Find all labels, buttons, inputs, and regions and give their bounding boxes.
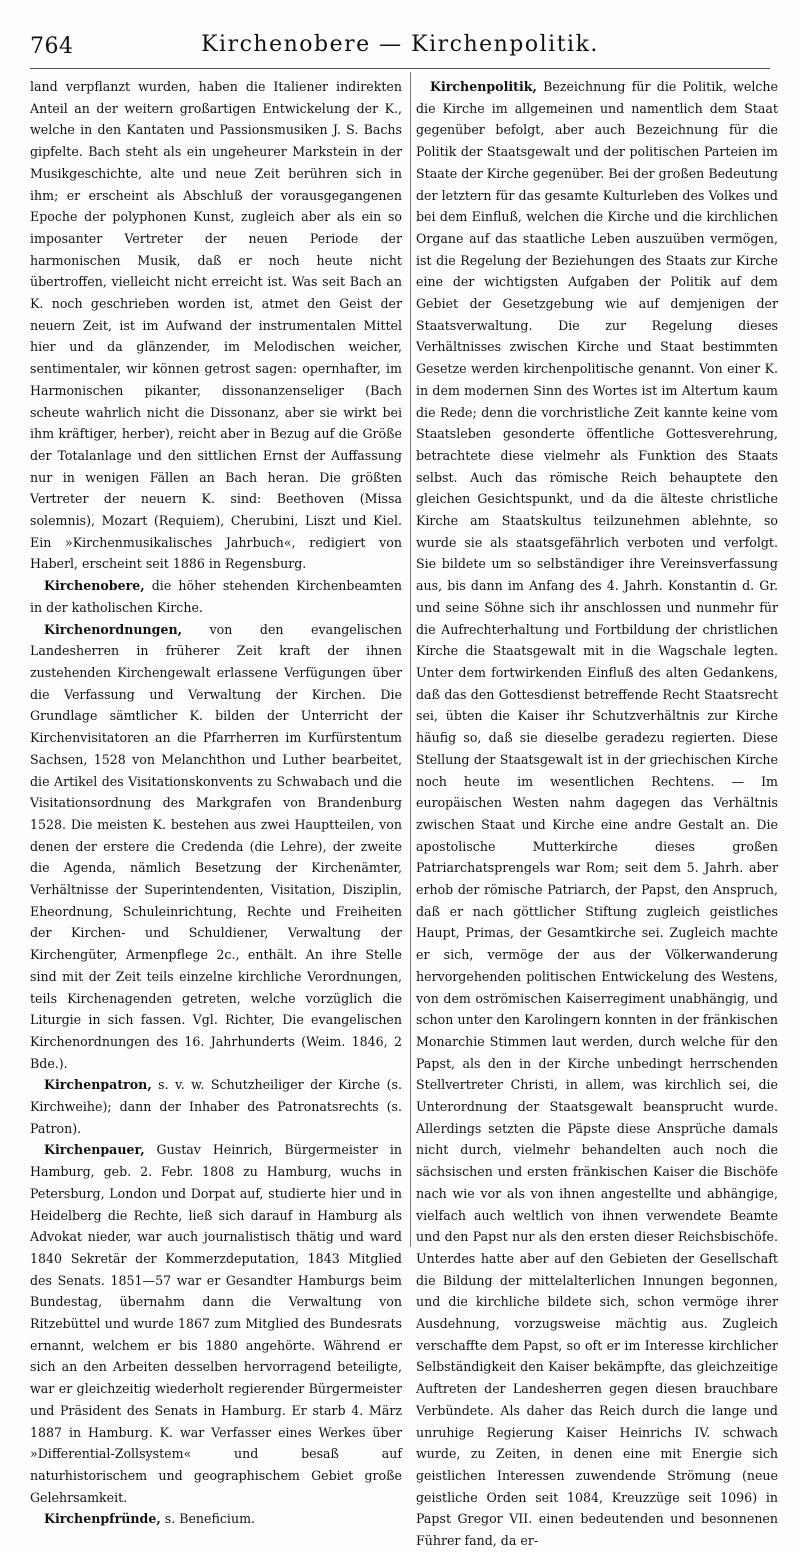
entry-kirchenobere [30, 575, 402, 618]
page-header [30, 30, 770, 64]
entry-headword: Kirchenpfründe, [44, 1511, 161, 1527]
entry-kirchenpatron [30, 1074, 402, 1139]
entry-text: Gustav Heinrich, Bürgermeister in Hamburg, geb. 2. Febr. 1808 zu Hamburg, wuchs in Petersburg, London und Dorpat auf, studierte hier und in Heidelberg die Rechte, ließ sich darauf in Hamburg als Advokat nieder, war auch journalistisch thätig und ward 1840 Sekretär der Kommerzdeputation, 1843 Mitglied des Senats. 1851—57 war er Gesandter Hamburgs beim Bundestag, übernahm dann die Verwaltung von Ritzebüttel und wurde 1867 zum Mitglied des Bundesrats ernannt, welchem er bis 1880 angehörte. Während er sich an den Arbeiten desselben hervorragend beteiligte, war er gleichzeitig wiederholt regierender Bürgermeister und Präsident des Senats in Hamburg. Er starb 4. März 1887 in Hamburg. K. war Verfasser eines Werkes über »Differential-Zollsystem« und besaß auf naturhistorischem und geographischem Gebiet große Gelehrsamkeit. [30, 1142, 402, 1505]
entry-text: s. v. w. Schutzheiliger der Kirche (s. Kirchweihe); dann der Inhaber des Patronatsrechts (s. Patron). [30, 1077, 402, 1136]
entry-headword: Kirchenpauer, [44, 1142, 145, 1158]
continued-paragraph: land verpflanzt wurden, haben die Italiener indirekten Anteil an der weitern großartigen Entwickelung der K., welche in den Kantaten und Passionsmusiken J. S. Bachs gipfelte. Bach steht als ein ungeheurer Markstein in der Musikgeschichte, alte und neue Zeit berühren sich in ihm; er erscheint als Abschluß der vorausgegangenen Epoche der polyphonen Kunst, zugleich aber als ein so imposanter Vertreter der neuen Periode der harmonischen Musik, daß er noch heute nicht übertroffen, vielleicht nicht erreicht ist. Was seit Bach an K. noch geschrieben worden ist, atmet den Geist der neuern Zeit, ist im Aufwand der instrumentalen Mittel hier und da glänzender, im Melodischen weicher, sentimentaler, wir können getrost sagen: opernhafter, im Harmonischen pikanter, dissonanzenseliger (Bach scheute wahrlich nicht die Dissonanz, aber sie wirkt bei ihm kräftiger, herber), reicht aber in Bezug auf die Größe der Totalanlage und den sittlichen Ernst der Auffassung nur in wenigen Fällen an Bach heran. Die größten Vertreter der neuern K. sind: Beethoven (Missa solemnis), Mozart (Requiem), Cherubini, Liszt und Kiel. Ein »Kirchenmusikalisches Jahrbuch«, redigiert von Haberl, erscheint seit 1886 in Regensburg. [30, 79, 402, 572]
entry-kirchenpauer [30, 1139, 402, 1508]
entry-text: von den evangelischen Landesherren in früherer Zeit kraft der ihnen zustehenden Kirchengewalt erlassene Verfügungen über die Verfassung und Verwaltung der Kirchen. Die Grundlage sämtlicher K. bilden der Unterricht der Kirchenvisitatoren an die Pfarrherren im Kurfürstentum Sachsen, 1528 von Melanchthon und Luther bearbeitet, die Artikel des Visitationskonvents zu Schwabach und die Visitationsordnung des Markgrafen von Brandenburg 1528. Die meisten K. bestehen aus zwei Hauptteilen, von denen der erstere die Credenda (die Lehre), der zweite die Agenda, nämlich Besetzung der Kirchenämter, Verhältnisse der Superintendenten, Visitation, Disziplin, Eheordnung, Schuleinrichtung, Rechte und Freiheiten der Kirchen- und Schuldiener, Verwaltung der Kirchengüter, Armenpflege 2c., enthält. An ihre Stelle sind mit der Zeit teils einzelne kirchliche Verordnungen, teils Kirchenagenden getreten, welche vorzüglich die Liturgie in sich fassen. Vgl. Richter, Die evangelischen Kirchenordnungen des 16. Jahrhunderts (Weim. 1846, 2 Bde.). [30, 621, 402, 1071]
entry-headword: Kirchenpatron, [44, 1077, 152, 1093]
entry-kirchenordnungen [30, 619, 402, 1075]
entry-text: s. Beneficium. [160, 1511, 256, 1527]
page-number: 764 [30, 34, 74, 59]
column-divider [410, 72, 411, 1247]
entry-headword: Kirchenpolitik, [430, 79, 537, 94]
entry-text: Bezeichnung für die Politik, welche die Kirche im allgemeinen und namentlich dem Staat gegenüber befolgt, aber auch Bezeichnung für die Politik der Staatsgewalt und der politischen Parteien im Staate der Kirche gegenüber. Bei der großen Bedeutung der letztern für das gesamte Kulturleben des Volkes und bei dem Einfluß, welchen die Kirche und die kirchlichen Organe auf das staatliche Leben auszuüben vermögen, ist die Regelung der Beziehungen des Staats zur Kirche eine der wichtigsten Aufgaben der Politik auf dem Gebiet der Gesetzgebung wie auf demjenigen der Staatsverwaltung. Die zur Regelung dieses Verhältnisses zwischen Kirche und Staat bestimmten Gesetze werden kirchenpolitische genannt. Von einer K. in dem modernen Sinn des Wortes ist im Altertum kaum die Rede; denn die vorchristliche Zeit kannte keine vom Staatsleben gesonderte öffentliche Gottesverehrung, betrachtete diese vielmehr als Funktion des Staats selbst. Auch das römische Reich behauptete den gleichen Gesichtspunkt, und da die älteste christliche Kirche am Staatskultus teilzunehmen ablehnte, so wurde sie als staatsgefährlich verboten und verfolgt. Sie bildete um so selbständiger ihre Vereinsverfassung aus, bis dann im Anfang des 4. Jahrh. Konstantin d. Gr. und seine Söhne sich ihr anschlossen und nunmehr für die Aufrechterhaltung und Fortbildung der christlichen Kirche die Staatsgewalt mit in die Wagschale legten. Unter dem fortwirkenden Einfluß des alten Gedankens, daß das den Gottesdienst betreffende Recht Staatsrecht sei, übten die Kaiser ihr Schutzverhältnis zur Kirche häufig so, daß sie dieselbe geradezu regierten. Diese Stellung der Staatsgewalt ist in der griechischen Kirche noch heute im wesentlichen Rechtens. — Im europäischen Westen nahm dagegen das Verhältnis zwischen Staat und Kirche eine andre Gestalt an. Die apostolische Mutterkirche dieses großen Patriarchatsprengels war Rom; seit dem 5. Jahrh. aber erhob der römische Patriarch, der Papst, den Anspruch, daß er nach göttlicher Stiftung zugleich geistliches Haupt, Primas, der Gesamtkirche sei. Zugleich machte er sich, vermöge der aus der Völkerwanderung hervorgehenden politischen Entwickelung des Westens, von dem oströmischen Kaiserregiment unabhängig, und schon unter den Karolingern konnten in der fränkischen Monarchie Stimmen laut werden, durch welche für den Papst, als den in der Kirche unbedingt herrschenden Stellvertreter Christi, in allem, was kirchlich sei, die Unterordnung der Staatsgewalt beansprucht wurde. Allerdings setzten die Päpste diese Ansprüche damals nicht durch, vielmehr behandelten auch noch die sächsischen und ersten fränkischen Kaiser die Bischöfe nach wie vor als von ihnen angestellte und abhängige, vielfach auch weltlich von ihnen verwendete Beamte und den Papst nur als den ersten dieser Reichsbischöfe. Unterdes hatte aber auf den Gebieten der Gesellschaft die Bildung der mittelalterlichen Innungen begonnen, und die kirchliche bildete sich, schon vermöge ihrer Ausdehnung, vorzugsweise mächtig aus. Zugleich verschaffte dem Papst, so oft er im Interesse kirchlicher Selbständigkeit den Kaiser bekämpfte, das gleichzeitige Auftreten der Landesherren gegen diesen brauchbare Verbündete. Als daher das Reich durch die lange und unruhige Regierung Kaiser Heinrichs IV. schwach wurde, zu Zeiten, in denen eine mit Energie sich geistlichen Interessen zuwendende Strömung (neue geistliche Orden seit 1084, Kreuzzüge seit 1096) in Papst Gregor VII. einen bedeutenden und besonnenen Führer fand, da er- [416, 79, 778, 1549]
left-column [30, 76, 402, 1530]
entry-headword: Kirchenordnungen, [44, 621, 183, 637]
entry-text: die höher stehenden Kirchenbeamten in der katholischen Kirche. [30, 578, 402, 615]
running-head: Kirchenobere — Kirchenpolitik. [201, 32, 599, 57]
header-rule [30, 68, 770, 69]
right-column [416, 76, 778, 1552]
entry-headword: Kirchenobere, [44, 578, 145, 594]
entry-kirchenpolitik [416, 76, 778, 1552]
entry-kirchenpfruende [30, 1508, 402, 1530]
